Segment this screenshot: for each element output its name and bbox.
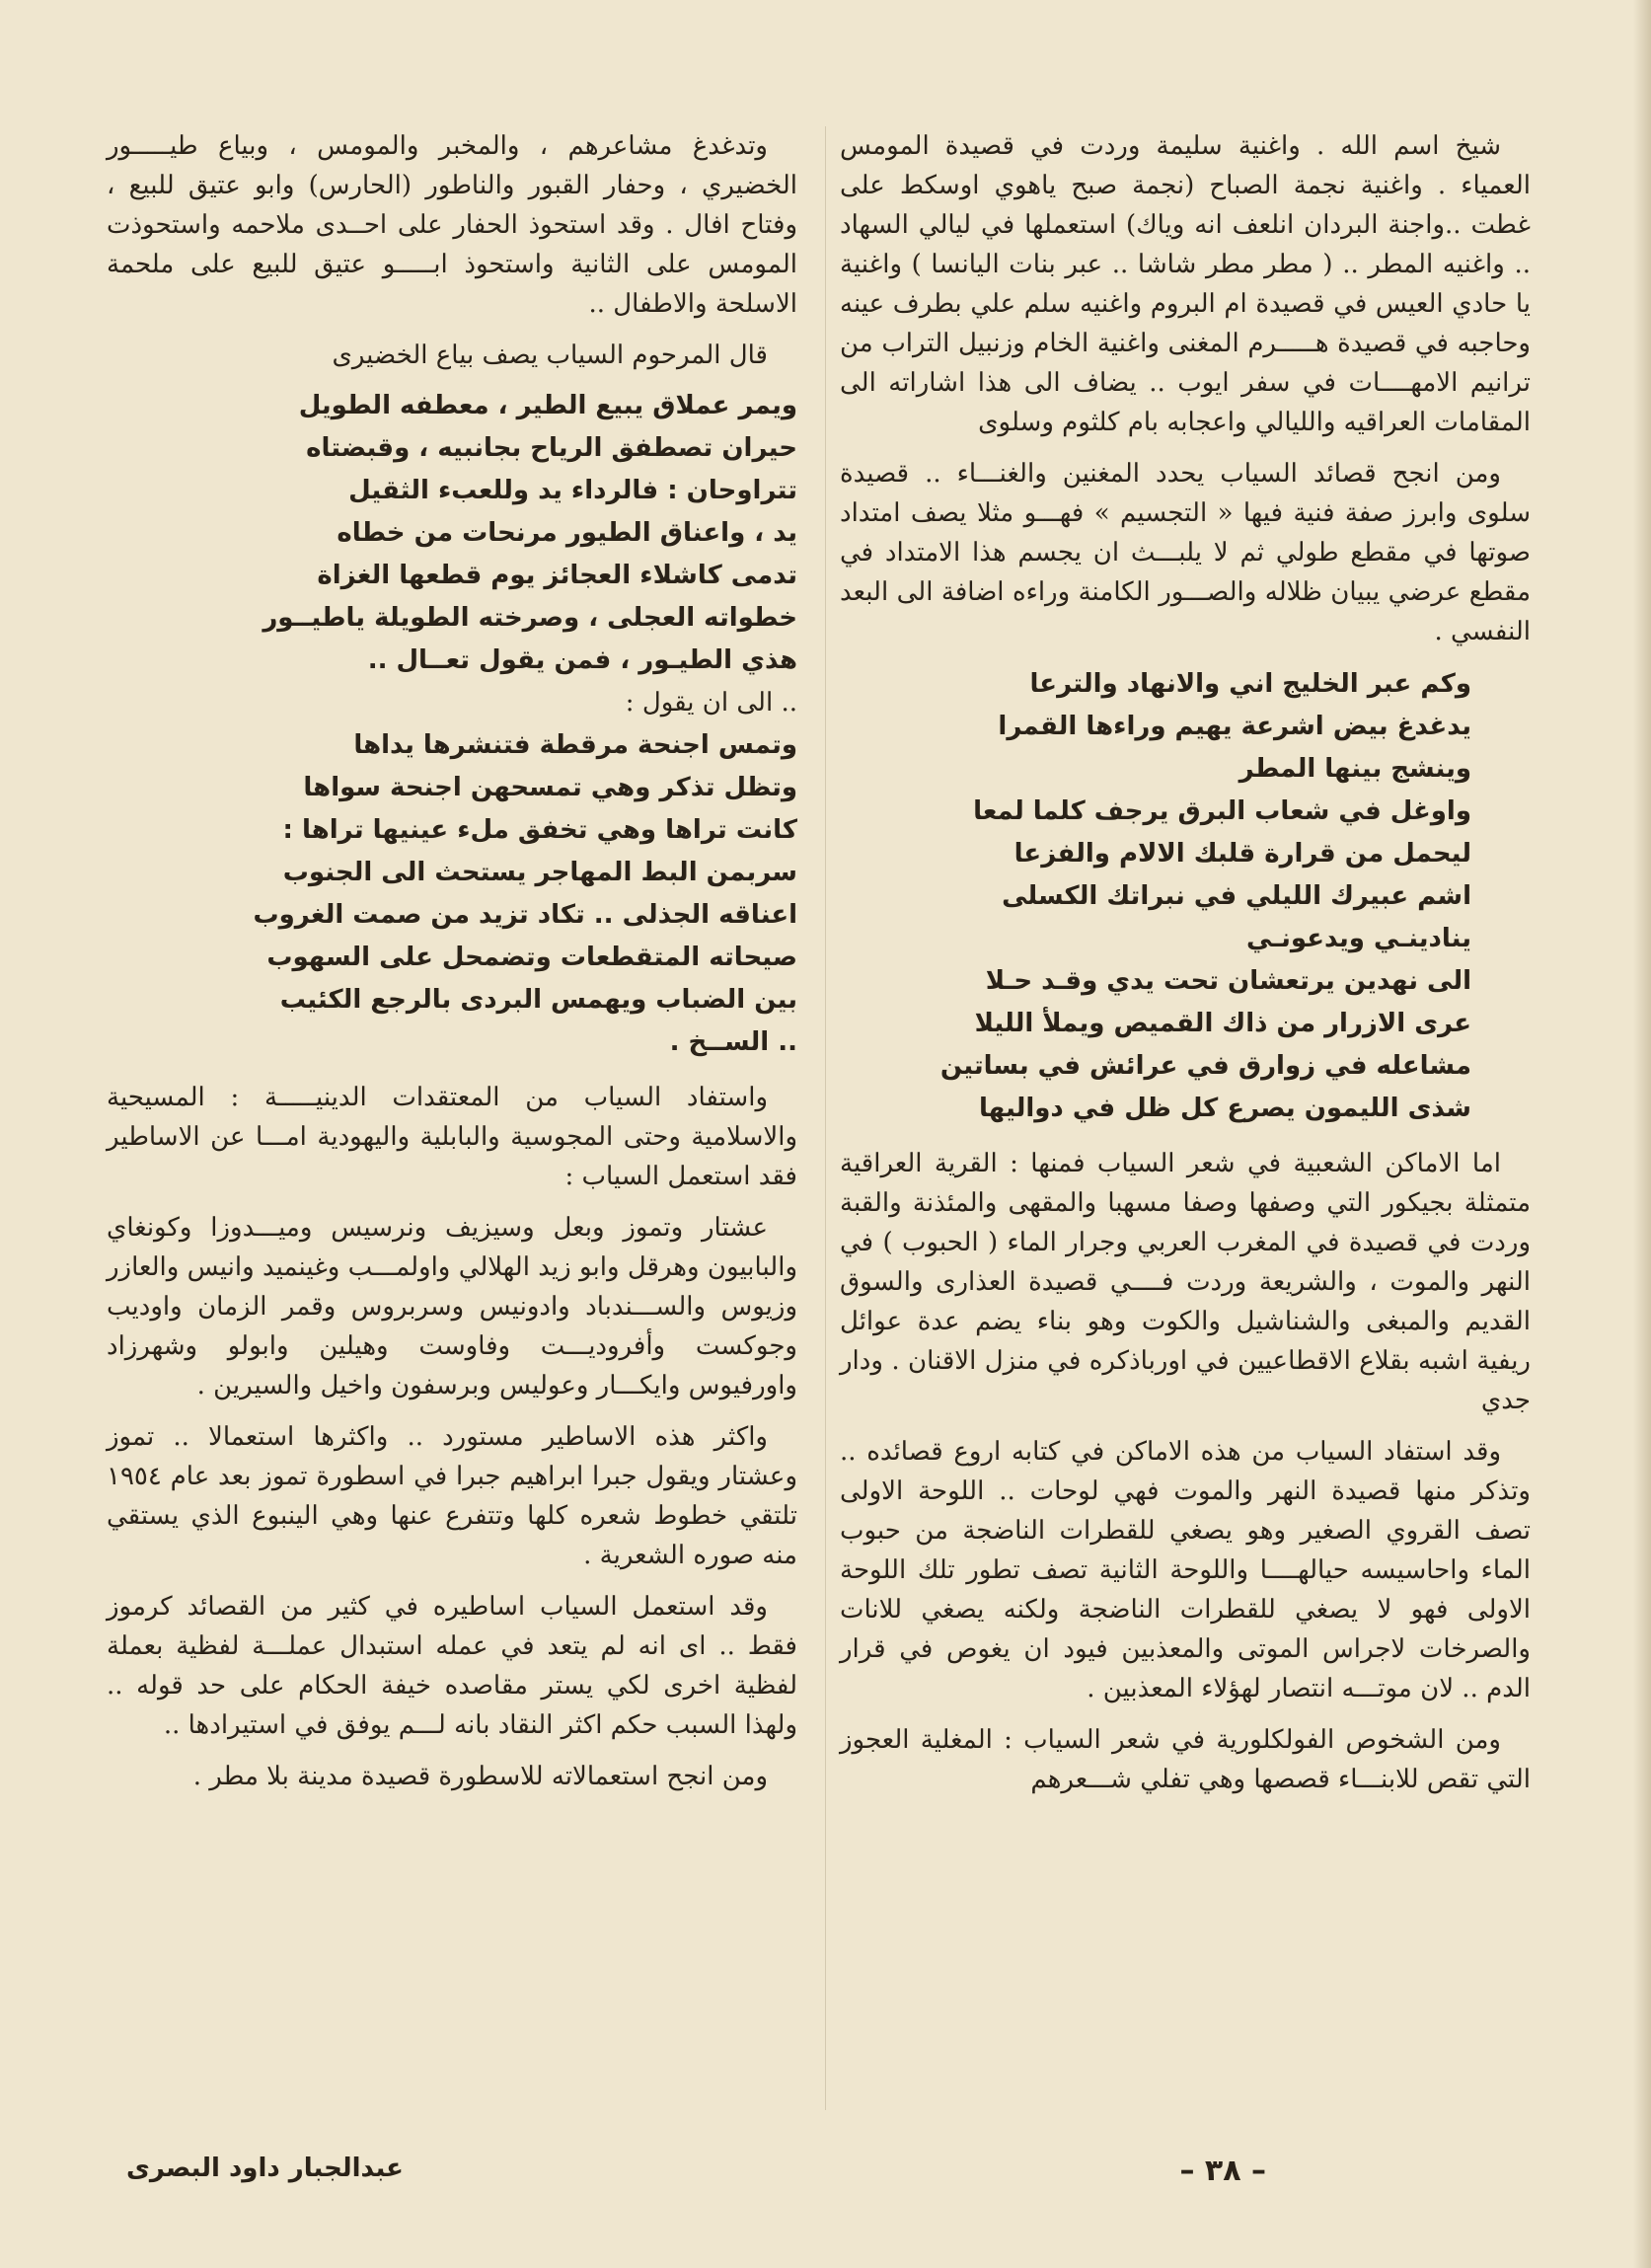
poem-line: واوغل في شعاب البرق يرجف كلما لمعا	[973, 796, 1471, 826]
right-paragraph-2: ومن انجح قصائد السياب يحدد المغنين والغنـــاء .. قصيدة سلوى وابرز صفة فنية فيها « التجسيم » فهـــو مثلا يصف امتداد صوتها في مقطع طولي ثم لا يلبـــث ان يجسم هذا الامتداد في مقطع عرضي يبيان ظلاله والصـــور الكامنة وراءه اضافة الى البعد النفسي .	[840, 459, 1531, 646]
poem-line: كانت تراها وهي تخفق ملء عينيها تراها :	[282, 815, 797, 845]
poem-line: وينشج بينها المطر	[1238, 754, 1471, 784]
poem-line: سربمن البط المهاجر يستحث الى الجنوب	[282, 858, 797, 887]
poem-line: تدمى كاشلاء العجائز يوم قطعها الغزاة	[317, 561, 797, 590]
poem-line: صيحاته المتقطعات وتضمحل على السهوب	[266, 943, 797, 972]
poem-line: خطواته العجلى ، وصرخته الطويلة ياطيــور	[263, 603, 797, 633]
poem-line: مشاعله في زوارق في عرائش في بساتين	[939, 1051, 1471, 1081]
poem-line: وكم عبر الخليج اني والانهاد والترعا	[1029, 669, 1471, 699]
bird-seller-poem-excerpt	[107, 385, 797, 1064]
poem-line: حيران تصطفق الرياح بجانبيه ، وقبضتاه	[306, 433, 797, 463]
poem-line: .. الســخ .	[669, 1027, 797, 1057]
poem-line: وتظل تذكر وهي تمسحهن اجنحة سواها	[303, 773, 797, 802]
poem-line: ينادينـي ويدعونـي	[1245, 924, 1471, 953]
poem-line: الى نهدين يرتعشان تحت يدي وقـد حـلا	[985, 966, 1471, 996]
page-edge-shadow	[1633, 0, 1651, 2268]
poem-line: ليحمل من قرارة قلبك الالام والفزعا	[1013, 839, 1471, 869]
left-paragraph-2: واستفاد السياب من المعتقدات الدينيـــــة : المسيحية والاسلامية وحتى المجوسية والبابلية واليهودية امـــا عن الاساطير فقد استعمل السياب :	[107, 1083, 797, 1191]
poem-line: تتراوحان : فالرداء يد وللعبء الثقيل	[348, 476, 797, 505]
left-paragraph-5: وقد استعمل السياب اساطيره في كثير من القصائد كرموز فقط .. اى انه لم يتعد في عمله استبدال عملـــة لفظية بعملة لفظية اخرى لكي يستر مقاصده خيفة الحكام على حد قوله .. ولهذا السبب حكم اكثر النقاد بانه لـــم يوفق في استيرادها ..	[107, 1592, 797, 1740]
poem-line: اعناقه الجذلى .. تكاد تزيد من صمت الغروب	[253, 900, 797, 930]
left-paragraph-4: واكثر هذه الاساطير مستورد .. واكثرها استعمالا .. تموز وعشتار ويقول جبرا ابراهيم جبرا في اسطورة تموز بعد عام ١٩٥٤ تلتقي خطوط شعره كلها وتتفرع عنها وهي الينبوع الذي يستقي منه صوره الشعرية .	[107, 1422, 798, 1570]
poem-line: بين الضباب ويهمس البردى بالرجع الكئيب	[279, 985, 797, 1015]
poem-line: عرى الازرار من ذاك القميص ويملأ الليلا	[974, 1009, 1471, 1038]
right-paragraph-4: وقد استفاد السياب من هذه الاماكن في كتابه اروع قصائده .. وتذكر منها قصيدة النهر والموت فهي لوحات .. اللوحة الاولى تصف القروي الصغير وهو يصغي للقطرات الناضجة من حبوب الماء واحاسيسه حيالهــــا واللوحة الثانية تصف تطور تلك اللوحة الاولى فهو لا يصغي للقطرات الناضجة ولكنه يصغي للانات والصرخات لاجراس الموتى والمعذبين فيود ان يغوص في قرار الدم .. لان موتـــه انتصار لهؤلاء المعذبين .	[840, 1437, 1531, 1703]
left-paragraph-6: ومن انجح استعمالاته للاسطورة قصيدة مدينة بلا مطر .	[192, 1762, 768, 1791]
column-divider	[825, 126, 826, 2110]
poem-line: هذي الطيـور ، فمن يقول تعــال ..	[367, 645, 797, 675]
poem-line: اشم عبيرك الليلي في نبراتك الكسلى	[1002, 881, 1471, 911]
right-paragraph-1: شيخ اسم الله . واغنية سليمة وردت في قصيدة المومس العمياء . واغنية نجمة الصباح (نجمة صبح ياهوي اوسكط على غطت ..واجنة البردان انلعف انه وياك) استعملها في ليالي السهاد .. واغنيه المطر .. ( مطر مطر شاشا .. عبر بنات اليانسا ) واغنية يا حادي العيس في قصيدة ام البروم واغنيه سلم علي بطرف عينه وحاجبه في قصيدة هـــــرم المغنى واغنية الخام وزنبيل التراب من ترانيم الامهــــات في سفر ايوب .. يضاف الى هذا اشاراته الى المقامات العراقيه والليالي واعجابه بام كلثوم وسلوى	[840, 131, 1531, 437]
page-number: – ٣٨ –	[1179, 2154, 1266, 2188]
left-paragraph-1: وتدغدغ مشاعرهم ، والمخبر والمومس ، وبياع طيـــــور الخضيري ، وحفار القبور والناطور (الحارس) وابو عتيق للبيع ، وفتاح افال . وقد استحوذ الحفار على احــدى ملاحمه واستحوذت المومس على الثانية واستحوذ ابـــــو عتيق للبيع على ملحمة الاسلحة والاطفال ..	[107, 131, 797, 319]
right-paragraph-3: اما الاماكن الشعبية في شعر السياب فمنها : القرية العراقية متمثلة بجيكور التي وصفها وصفا مسهبا والمقهى والمئذنة والقبة وردت في قصيدة في المغرب العربي وجرار الماء ( الحبوب ) في النهر والموت ، والشريعة وردت فــــي قصيدة العذارى والسوق القديم والمبغى والشناشيل والكوت وهو بناء يضم عدة عوائل ريفية اشبه بقلاع الاقطاعيين في اورباذكره في منزل الاقنان . ودار جدي	[840, 1149, 1531, 1415]
author-signature: عبدالجبار داود البصرى	[126, 2154, 404, 2183]
salwa-poem-excerpt	[840, 663, 1531, 1130]
poem-line: ويمر عملاق يبيع الطير ، معطفه الطويل	[298, 391, 797, 420]
right-column	[840, 126, 1531, 1811]
poem-intro-2: .. الى ان يقول :	[625, 688, 797, 718]
poem-line: وتمس اجنحة مرقطة فتنشرها يداها	[353, 730, 797, 760]
poem-line: يد ، واعناق الطيور مرنحات من خطاه	[337, 518, 797, 548]
poem-line: يدغدغ بيض اشرعة يهيم وراءها القمرا	[998, 712, 1471, 741]
poem-line: شذى الليمون يصرع كل ظل في دواليها	[979, 1094, 1471, 1123]
left-column	[107, 126, 797, 1808]
poem-intro-1: قال المرحوم السياب يصف بياع الخضيرى	[332, 340, 768, 370]
left-paragraph-3: عشتار وتموز وبعل وسيزيف ونرسيس وميـــدوزا وكونغاي والبابيون وهرقل وابو زيد الهلالي واولمـــب وغينميد وانيس والعازر وزيوس والســـندباد وادونيس وسربروس وقمر الزمان واوديب وجوكست وأفروديـــت وفاوست وهيلين وابولو وشهرزاد واورفيوس وايكـــار وعوليس وبرسفون واخيل والسيرين .	[107, 1213, 797, 1400]
right-paragraph-5: ومن الشخوص الفولكلورية في شعر السياب : المغلية العجوز التي تقص للابنـــاء قصصها وهي تفلي شـــعرهم	[840, 1725, 1531, 1794]
